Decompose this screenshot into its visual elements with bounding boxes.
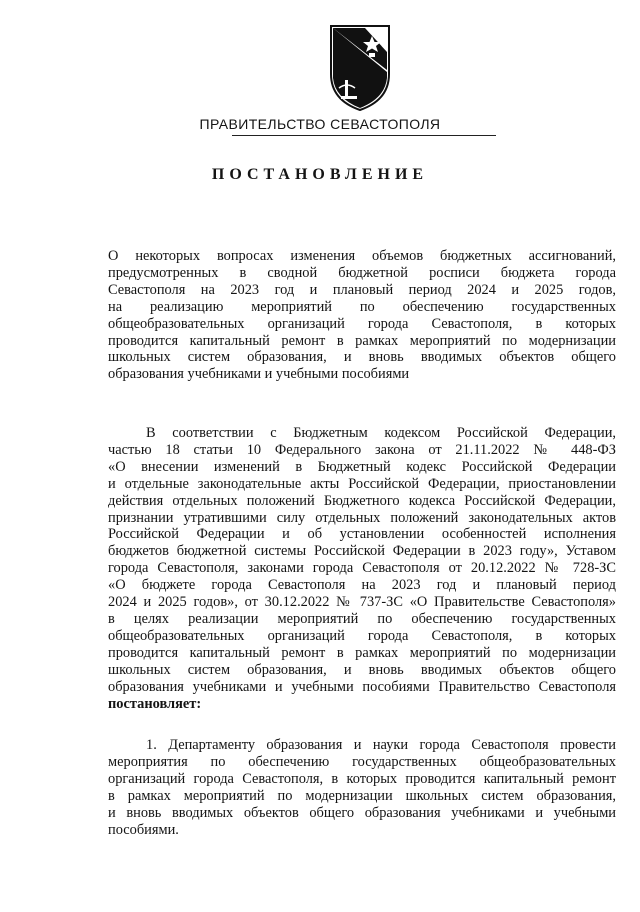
preamble-line: школьных систем образования, и вновь вводимых объектов общего — [108, 661, 616, 678]
preamble-line: города Севастополя, законами города Севастополя от 20.12.2022 № 728-ЗС — [108, 560, 616, 577]
preamble-line: 2024 и 2025 годов», от 30.12.2022 № 737-ЗС «О Правительстве Севастополя» — [108, 594, 616, 611]
preamble-line: и отдельные законодательные акты Российской Федерации, приостановлении — [108, 475, 616, 492]
clause-1 — [108, 737, 616, 838]
preamble-line: образования учебниками и учебными пособиями Правительство Севастополя — [108, 678, 616, 695]
subject-line: общеобразовательных организаций города Севастополя, в которых — [108, 315, 616, 332]
preamble-line: проводится капитальный ремонт в рамках мероприятий по модернизации — [108, 644, 616, 661]
preamble-line: частью 18 статьи 10 Федерального закона от 21.11.2022 № 448-ФЗ — [108, 441, 616, 458]
government-name: ПРАВИТЕЛЬСТВО СЕВАСТОПОЛЯ — [199, 116, 441, 132]
preamble-line: действия отдельных положений Бюджетного кодекса Российской Федерации, — [108, 492, 616, 509]
clause-line: организаций города Севастополя, в которых проводится капитальный ремонт — [108, 770, 616, 787]
clause-line: и вновь вводимых объектов общего образования учебниками и учебными — [108, 804, 616, 821]
document-type: ПОСТАНОВЛЕНИЕ — [211, 166, 429, 183]
subject-line: О некоторых вопросах изменения объемов бюджетных ассигнований, — [108, 248, 616, 264]
clause-line: мероприятия по обеспечению государственных общеобразовательных — [108, 753, 616, 770]
subject-line: предусмотренных в сводной бюджетной росписи бюджета города — [108, 264, 616, 281]
sevastopol-coat-of-arms-icon — [325, 22, 395, 112]
preamble-line: «О внесении изменений в Бюджетный кодекс Российской Федерации — [108, 458, 616, 475]
subject-line: школьных систем образования, и вновь вводимых объектов общего — [108, 349, 616, 366]
subject-line: на реализацию мероприятий по обеспечению государственных — [108, 298, 616, 315]
preamble-paragraph — [108, 425, 616, 712]
preamble-line: «О бюджете города Севастополя на 2023 год и плановый период — [108, 577, 616, 594]
subject-line: Севастополя на 2023 год и плановый период 2024 и 2025 годов, — [108, 281, 616, 298]
preamble-line: бюджетов бюджетной системы Российской Федерации в 2023 году», Уставом — [108, 543, 616, 560]
preamble-line: в целях реализации мероприятий по обеспечению государственных — [108, 610, 616, 627]
preamble-line: Российской Федерации и об установлении особенностей исполнения — [108, 526, 616, 543]
subject-line: образования учебниками и учебными пособиями — [108, 366, 410, 383]
clause-line: пособиями. — [108, 821, 179, 838]
decree-word: постановляет: — [108, 695, 202, 712]
clause-line: в рамках мероприятий по модернизации школьных систем образования, — [108, 787, 616, 804]
title-underline — [232, 135, 496, 136]
document-subject — [108, 248, 616, 383]
clause-line: 1. Департаменту образования и науки города Севастополя провести — [146, 737, 616, 753]
preamble-line: признании утратившими силу отдельных положений законодательных актов — [108, 509, 616, 526]
preamble-line: В соответствии с Бюджетным кодексом Российской Федерации, — [146, 425, 616, 441]
preamble-line: общеобразовательных организаций города Севастополя, в которых — [108, 627, 616, 644]
subject-line: проводится капитальный ремонт в рамках мероприятий по модернизации — [108, 332, 616, 349]
